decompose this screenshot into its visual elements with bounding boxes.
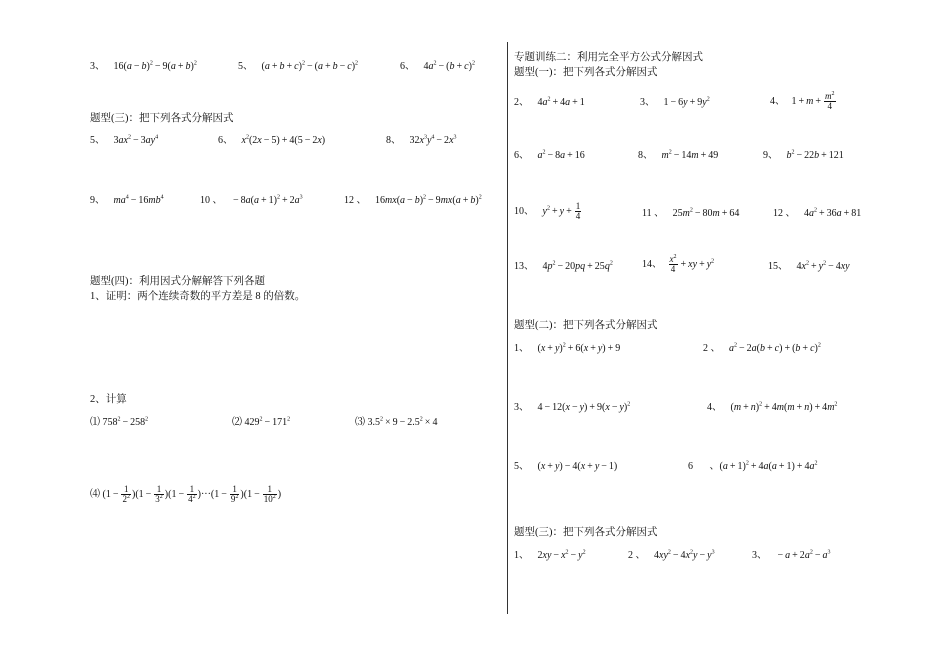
problem-s2-2	[703, 344, 821, 354]
page-title: 专题训练二：利用完全平方公式分解因式	[514, 52, 703, 63]
problem-r12	[773, 209, 861, 219]
problem-number: 10、	[514, 206, 534, 218]
problem-r11	[642, 209, 739, 219]
problem-number: 4、	[770, 96, 785, 108]
problem-number: 15、	[768, 261, 788, 272]
problem-s2-3	[514, 403, 630, 413]
problem-r2	[514, 98, 585, 108]
problem-l5	[238, 62, 358, 72]
problem-number: 13、	[514, 261, 534, 272]
problem-r13	[514, 262, 613, 272]
calc-4	[90, 485, 281, 505]
question-1: 1、证明：两个连续奇数的平方差是 8 的倍数。	[90, 291, 306, 302]
problem-expr: $429^2 - 171^2$	[244, 416, 291, 428]
problem-expr: $b^2 - 22b + 121$	[786, 149, 844, 161]
problem-expr: 1 + m + $\frac{m^2}{4}$	[791, 91, 835, 112]
problem-number: 8、	[386, 135, 401, 146]
problem-l6	[400, 62, 475, 72]
calc-2	[232, 418, 290, 428]
problem-expr: $3ax^2 - 3ay^4$	[113, 134, 159, 146]
problem-expr: $4xy^2 - 4x^2y - y^3$	[654, 549, 715, 561]
problem-expr: − $8a(a + 1)^2 + 2a^3$	[231, 194, 303, 206]
problem-expr: (1 − $\frac{1}{2^2}$ )(1 − $\frac{1}{3^2}$ )(1 − $\frac{1}{4^2}$ )···(1 − $\frac{1}{9^2}$ )(1 − $\frac{1}{10^2}$ )	[102, 484, 282, 505]
problem-r9	[763, 151, 844, 161]
problem-r15	[768, 262, 850, 272]
problem-number: 2、	[514, 97, 529, 108]
problem-number: 6、	[514, 150, 529, 161]
calc-1	[90, 418, 148, 428]
problem-number: 1、	[514, 550, 529, 561]
problem-l9	[90, 196, 164, 206]
problem-s2-1	[514, 344, 620, 354]
problem-expr: $16(a - b)^2 - 9(a + b)^2$	[113, 60, 197, 72]
problem-number: ⑷	[90, 489, 100, 501]
problem-number: 5、	[514, 461, 529, 472]
problem-r8	[638, 151, 718, 161]
section-title-4: 题型(四)：利用因式分解解答下列各题	[90, 276, 265, 287]
problem-s3-2	[628, 551, 715, 561]
problem-number: 10 、	[200, 195, 223, 206]
problem-s2-6	[688, 462, 817, 472]
problem-number: 9、	[763, 150, 778, 161]
problem-number: 3、	[90, 61, 105, 72]
section-title-r1: 题型(一)：把下列各式分解因式	[514, 67, 658, 78]
problem-number: 5、	[90, 135, 105, 146]
problem-expr: $758^2 - 258^2$	[102, 416, 149, 428]
problem-expr: $4 - 12(x - y) + 9(x - y)^2$	[537, 401, 631, 413]
problem-number: ⑴	[90, 417, 100, 428]
problem-expr: $m^2 - 14m + 49$	[661, 149, 719, 161]
problem-l6b	[218, 136, 325, 146]
problem-expr: $y^2 + y$ + $\frac{1}{4}$	[542, 201, 581, 222]
problem-expr: (x + y) − 4(x + y − 1)	[537, 461, 618, 472]
problem-expr: $a^2 - 8a + 16$	[537, 149, 585, 161]
problem-expr: $ma^4 - 16mb^4$	[113, 194, 164, 206]
problem-expr: $(x + y)^2 + 6(x + y) + 9$	[537, 342, 621, 354]
problem-expr: $25m^2 - 80m + 64$	[672, 207, 740, 219]
problem-number: ⑶	[355, 417, 365, 428]
problem-number: 12 、	[773, 208, 796, 219]
problem-r14	[642, 255, 714, 275]
problem-expr: $1 - 6y + 9y^2$	[663, 96, 710, 108]
calc-3	[355, 418, 437, 428]
problem-l10	[200, 196, 303, 206]
problem-number: 9、	[90, 195, 105, 206]
section-title-3: 题型(三)：把下列各式分解因式	[90, 113, 234, 124]
problem-number: 2 、	[628, 550, 646, 561]
problem-number: 6、	[218, 135, 233, 146]
section-title-r2: 题型(二)：把下列各式分解因式	[514, 320, 658, 331]
problem-number: 1、	[514, 343, 529, 354]
problem-expr: $(m + n)^2 + 4m(m + n) + 4m^2$	[730, 401, 838, 413]
problem-expr: 、$(a + 1)^2 + 4a(a + 1) + 4a^2$	[709, 460, 818, 472]
problem-s2-4	[707, 403, 837, 413]
problem-s3-1	[514, 551, 586, 561]
section-title-r3: 题型(三)：把下列各式分解因式	[514, 527, 658, 538]
problem-expr: $32x^3y^4 - 2x^3$	[409, 134, 457, 146]
problem-expr: $4x^2 + y^2 - 4xy$	[796, 260, 850, 272]
problem-number: 5、	[238, 61, 253, 72]
question-2: 2、计算	[90, 394, 127, 405]
problem-expr: $\frac{x^2}{4}$ + xy + $y^2$	[669, 254, 715, 275]
problem-number: 11 、	[642, 208, 665, 219]
problem-number: 2 、	[703, 343, 721, 354]
problem-expr: $x^2(2x - 5) + 4(5 - 2x)$	[241, 134, 326, 146]
problem-number: 6、	[400, 61, 415, 72]
problem-number: 3、	[640, 97, 655, 108]
problem-number: 3、	[752, 550, 767, 561]
problem-r3	[640, 98, 710, 108]
problem-expr: $a^2 - 2a(b + c) + (b + c)^2$	[729, 342, 821, 354]
problem-number: 8、	[638, 150, 653, 161]
problem-number: 4、	[707, 402, 722, 413]
problem-number: 12 、	[344, 195, 367, 206]
problem-r10	[514, 202, 582, 222]
problem-r4	[770, 92, 837, 112]
problem-number: 3、	[514, 402, 529, 413]
problem-l3	[90, 62, 197, 72]
problem-l8	[386, 136, 457, 146]
problem-l12	[344, 196, 482, 206]
problem-expr: $(a + b + c)^2 - (a + b - c)^2$	[261, 60, 359, 72]
problem-number: 6	[688, 461, 693, 472]
problem-expr: $4a^2 + 4a + 1$	[537, 96, 585, 108]
problem-expr: $3.5^2 \times 9 - 2.5^2 \times 4$	[367, 416, 438, 428]
problem-r6	[514, 151, 585, 161]
problem-expr: $4p^2 - 20pq + 25q^2$	[542, 260, 613, 272]
problem-s2-5	[514, 462, 617, 472]
problem-expr: $16mx(a - b)^2 - 9mx(a + b)^2$	[375, 194, 482, 206]
problem-number: 14、	[642, 259, 662, 271]
problem-s3-3	[752, 551, 830, 561]
problem-expr: − $a + 2a^2 - a^3$	[775, 549, 831, 561]
problem-expr: $2xy - x^2 - y^2$	[537, 549, 586, 561]
problem-expr: $4a^2 - (b + c)^2$	[423, 60, 475, 72]
problem-number: ⑵	[232, 417, 242, 428]
problem-expr: $4a^2 + 36a + 81$	[804, 207, 862, 219]
problem-l5b	[90, 136, 158, 146]
column-divider	[507, 42, 508, 614]
